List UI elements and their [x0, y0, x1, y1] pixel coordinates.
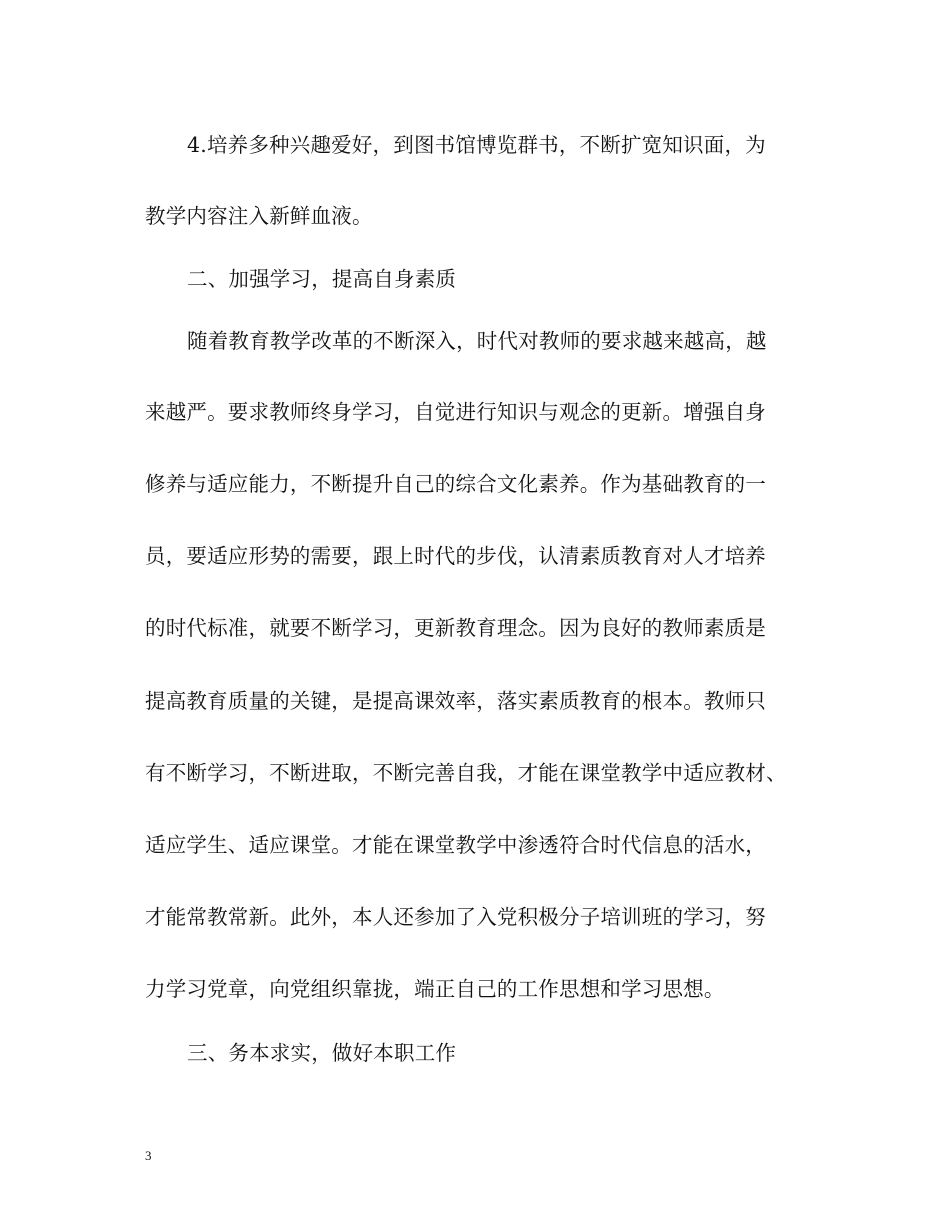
- text-line: 员，要适应形势的需要，跟上时代的步伐，认清素质教育对人才培养: [145, 544, 766, 568]
- text-line: 力学习党章，向党组织靠拢，端正自己的工作思想和学习思想。: [145, 977, 725, 1001]
- page-number: 3: [145, 1148, 152, 1163]
- text-line: 随着教育教学改革的不断深入，时代对教师的要求越来越高，越: [187, 329, 767, 353]
- text-line: 才能常教常新。此外，本人还参加了入党积极分子培训班的学习，努: [145, 905, 766, 929]
- text-line: 有不断学习，不断进取，不断完善自我，才能在课堂教学中适应教材、: [145, 761, 787, 785]
- text-line: 提高教育质量的关键，是提高课效率，落实素质教育的根本。教师只: [145, 689, 766, 713]
- text-line: 来越严。要求教师终身学习，自觉进行知识与观念的更新。增强自身: [145, 400, 766, 424]
- text-line: 修养与适应能力，不断提升自己的综合文化素养。作为基础教育的一: [145, 472, 766, 496]
- text-line: 的时代标准，就要不断学习，更新教育理念。因为良好的教师素质是: [145, 616, 766, 640]
- section-heading: 三、务本求实，做好本职工作: [187, 1041, 457, 1065]
- section-heading: 二、加强学习，提高自身素质: [187, 267, 457, 291]
- text-line: 4.培养多种兴趣爱好，到图书馆博览群书，不断扩宽知识面，为: [187, 133, 766, 157]
- text-line: 教学内容注入新鲜血液。: [145, 204, 373, 228]
- text-line: 适应学生、适应课堂。才能在课堂教学中渗透符合时代信息的活水，: [145, 833, 766, 857]
